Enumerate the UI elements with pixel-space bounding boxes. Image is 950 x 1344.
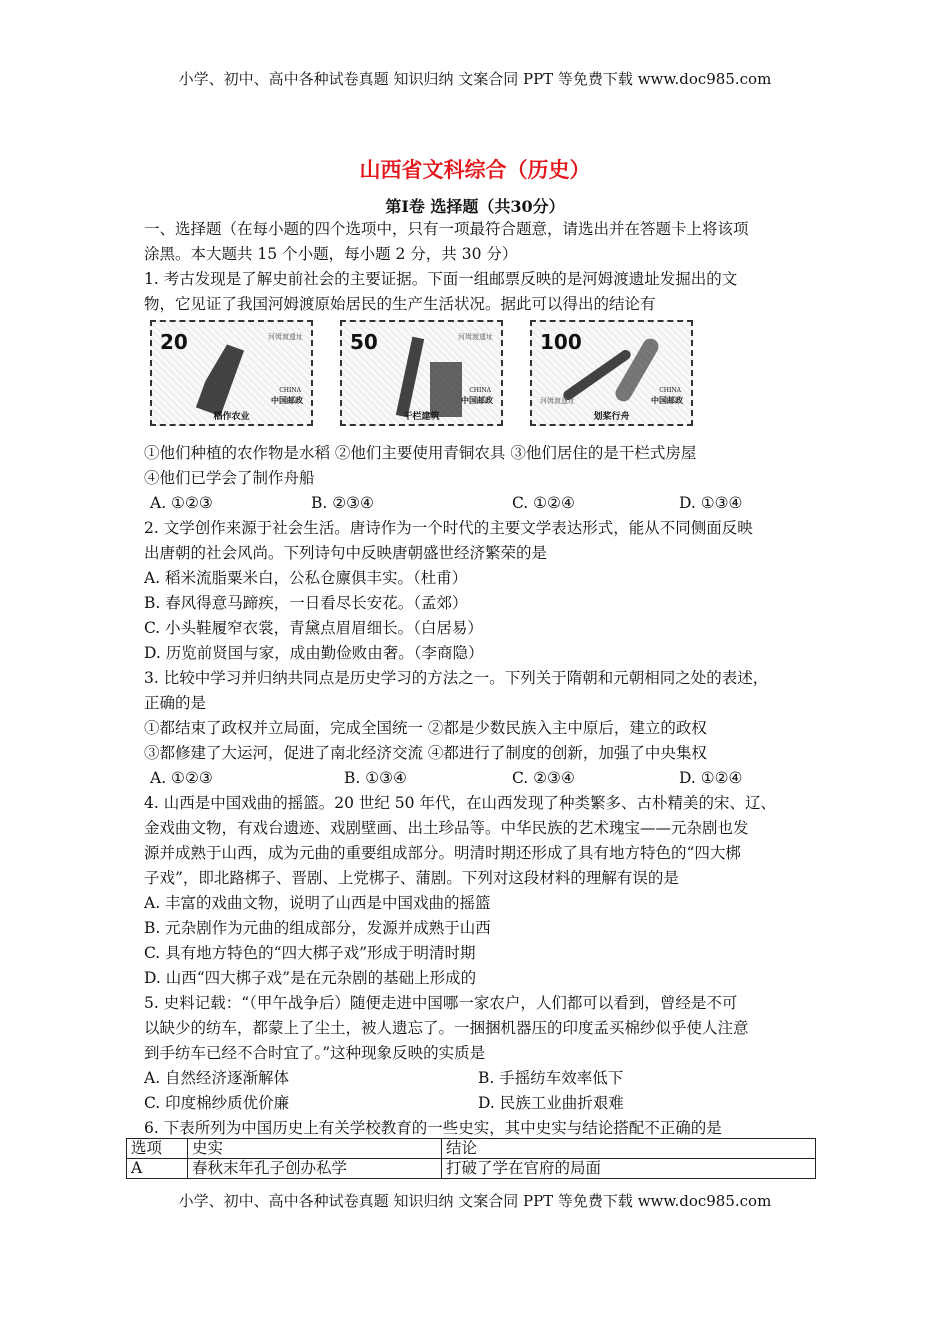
stamp-post: 中国邮政	[461, 395, 493, 405]
stamp-site: 河姆渡遗址	[458, 333, 493, 341]
intro-and-q1	[144, 217, 819, 317]
option-b: B. ②③④	[311, 494, 374, 512]
option-b: B. 春风得意马蹄疾，一日看尽长安花。（孟郊）	[144, 594, 468, 612]
stamp-caption: 稻作农业	[213, 412, 250, 422]
question-5-text: 5. 史料记载：“（甲午战争后）随便走进中国哪一家农户，人们都可以看到，曾经是不可	[144, 994, 738, 1012]
section-title: 第Ⅰ卷 选择题（共30分）	[385, 197, 565, 216]
option-d: D. 民族工业曲折艰难	[478, 1094, 624, 1112]
intro-line: 涂黑。本大题共 15 个小题，每小题 2 分，共 30 分）	[144, 245, 518, 263]
intro-line: 一、选择题（在每小题的四个选项中，只有一项最符合题意，请选出并在答题卡上将该项	[144, 220, 749, 238]
option-c: C. 印度棉纱质优价廉	[144, 1094, 290, 1112]
question-5-text: 到手纺车已经不合时宜了。”这种现象反映的实质是	[144, 1044, 486, 1062]
option-a: A. ①②③	[150, 769, 213, 787]
stamp-caption: 干栏建筑	[403, 412, 440, 422]
wood-pillar-image	[396, 337, 424, 418]
stamp-caption: 划桨行舟	[593, 412, 630, 422]
table-row	[127, 1159, 816, 1179]
question-5-options-row2	[144, 1091, 819, 1116]
statement-line: ③都修建了大运河，促进了南北经济交流 ④都进行了制度的创新，加强了中央集权	[144, 744, 707, 762]
page-title: 山西省文科综合（历史）	[359, 158, 591, 182]
option-d: D. ①③④	[679, 494, 743, 512]
question-4-text: 4. 山西是中国戏曲的摇篮。20 世纪 50 年代，在山西发现了种类繁多、古朴精美的宋、辽、	[144, 794, 776, 812]
stone-tool-image	[196, 342, 244, 417]
option-a: A. 丰富的戏曲文物，说明了山西是中国戏曲的摇篮	[144, 894, 491, 912]
option-c: C. 具有地方特色的“四大梆子戏”形成于明清时期	[144, 944, 476, 962]
stamp-value: 20	[160, 330, 188, 354]
question-2-text: 2. 文学创作来源于社会生活。唐诗作为一个时代的主要文学表达形式，能从不同侧面反映	[144, 519, 753, 537]
stamp-post: 中国邮政	[651, 395, 683, 405]
option-c: C. ②③④	[512, 769, 575, 787]
stamp-value: 50	[350, 330, 378, 354]
question-4-text: 子戏”，即北路梆子、晋剧、上党梆子、蒲剧。下列对这段材料的理解有误的是	[144, 869, 679, 887]
header-cell: 选项	[127, 1139, 188, 1159]
question-3-options	[144, 766, 819, 791]
statement-line: ④他们已学会了制作舟船	[144, 469, 315, 487]
stamp-country: CHINA	[659, 387, 681, 394]
option-b: B. ①③④	[344, 769, 407, 787]
option-a: A. ①②③	[150, 494, 213, 512]
question-5-options-row1	[144, 1066, 819, 1091]
question-5-text: 以缺少的纺车，都蒙上了尘土，被人遗忘了。一捆捆机器压的印度孟买棉纱似乎使人注意	[144, 1019, 749, 1037]
header-cell: 史实	[188, 1139, 442, 1159]
question-3-text: 正确的是	[144, 694, 207, 712]
question-4-text: 源并成熟于山西，成为元曲的重要组成部分。明清时期还形成了具有地方特色的“四大梆	[144, 844, 741, 862]
option-a: A. 稻米流脂粟米白，公私仓廪俱丰实。（杜甫）	[144, 569, 468, 587]
stamp-value: 100	[540, 330, 582, 354]
stamp-site: 河姆渡遗址	[540, 397, 575, 405]
option-c: C. ①②④	[512, 494, 575, 512]
question-6-table	[126, 1138, 816, 1179]
option-d: D. 历览前贤国与家，成由勤俭败由奢。（李商隐）	[144, 644, 484, 662]
stamp-stilt-house	[340, 320, 503, 426]
table-header-row	[127, 1139, 816, 1159]
page-header: 小学、初中、高中各种试卷真题 知识归纳 文案合同 PPT 等免费下载 www.doc985.com	[178, 70, 772, 88]
table-cell: 打破了学在官府的局面	[442, 1159, 816, 1179]
stamp-site: 河姆渡遗址	[268, 333, 303, 341]
option-d: D. ①②④	[679, 769, 743, 787]
question-1-text: 1. 考古发现是了解史前社会的主要证据。下面一组邮票反映的是河姆渡遗址发掘出的文	[144, 270, 738, 288]
option-b: B. 手摇纺车效率低下	[478, 1069, 624, 1087]
header-cell: 结论	[442, 1139, 816, 1159]
page-footer: 小学、初中、高中各种试卷真题 知识归纳 文案合同 PPT 等免费下载 www.doc985.com	[178, 1192, 772, 1210]
question-4-text: 金戏曲文物，有戏台遗迹、戏剧壁画、出土珍品等。中华民族的艺术瑰宝——元杂剧也发	[144, 819, 749, 837]
question-1-options	[144, 491, 819, 516]
stamp-images	[150, 320, 693, 426]
stamp-country: CHINA	[469, 387, 491, 394]
table-cell: 春秋末年孔子创办私学	[188, 1159, 442, 1179]
stamp-paddle-boat	[530, 320, 693, 426]
questions-body	[144, 441, 819, 1141]
stamp-rice-farming	[150, 320, 313, 426]
option-a: A. 自然经济逐渐解体	[144, 1069, 290, 1087]
option-d: D. 山西“四大梆子戏”是在元杂剧的基础上形成的	[144, 969, 477, 987]
option-b: B. 元杂剧作为元曲的组成部分，发源并成熟于山西	[144, 919, 491, 937]
table-cell: A	[127, 1159, 188, 1179]
question-1-text: 物，它见证了我国河姆渡原始居民的生产生活状况。据此可以得出的结论有	[144, 295, 656, 313]
stamp-country: CHINA	[279, 387, 301, 394]
question-6-text: 6. 下表所列为中国历史上有关学校教育的一些史实，其中史实与结论搭配不正确的是	[144, 1119, 722, 1137]
statement-line: ①他们种植的农作物是水稻 ②他们主要使用青铜农具 ③他们居住的是干栏式房屋	[144, 444, 697, 462]
option-c: C. 小头鞋履窄衣裳，青黛点眉眉细长。（白居易）	[144, 619, 483, 637]
stamp-post: 中国邮政	[271, 395, 303, 405]
question-2-text: 出唐朝的社会风尚。下列诗句中反映唐朝盛世经济繁荣的是	[144, 544, 548, 562]
question-3-text: 3. 比较中学习并归纳共同点是历史学习的方法之一。下列关于隋朝和元朝相同之处的表述，	[144, 669, 769, 687]
statement-line: ①都结束了政权并立局面，完成全国统一 ②都是少数民族入主中原后，建立的政权	[144, 719, 707, 737]
